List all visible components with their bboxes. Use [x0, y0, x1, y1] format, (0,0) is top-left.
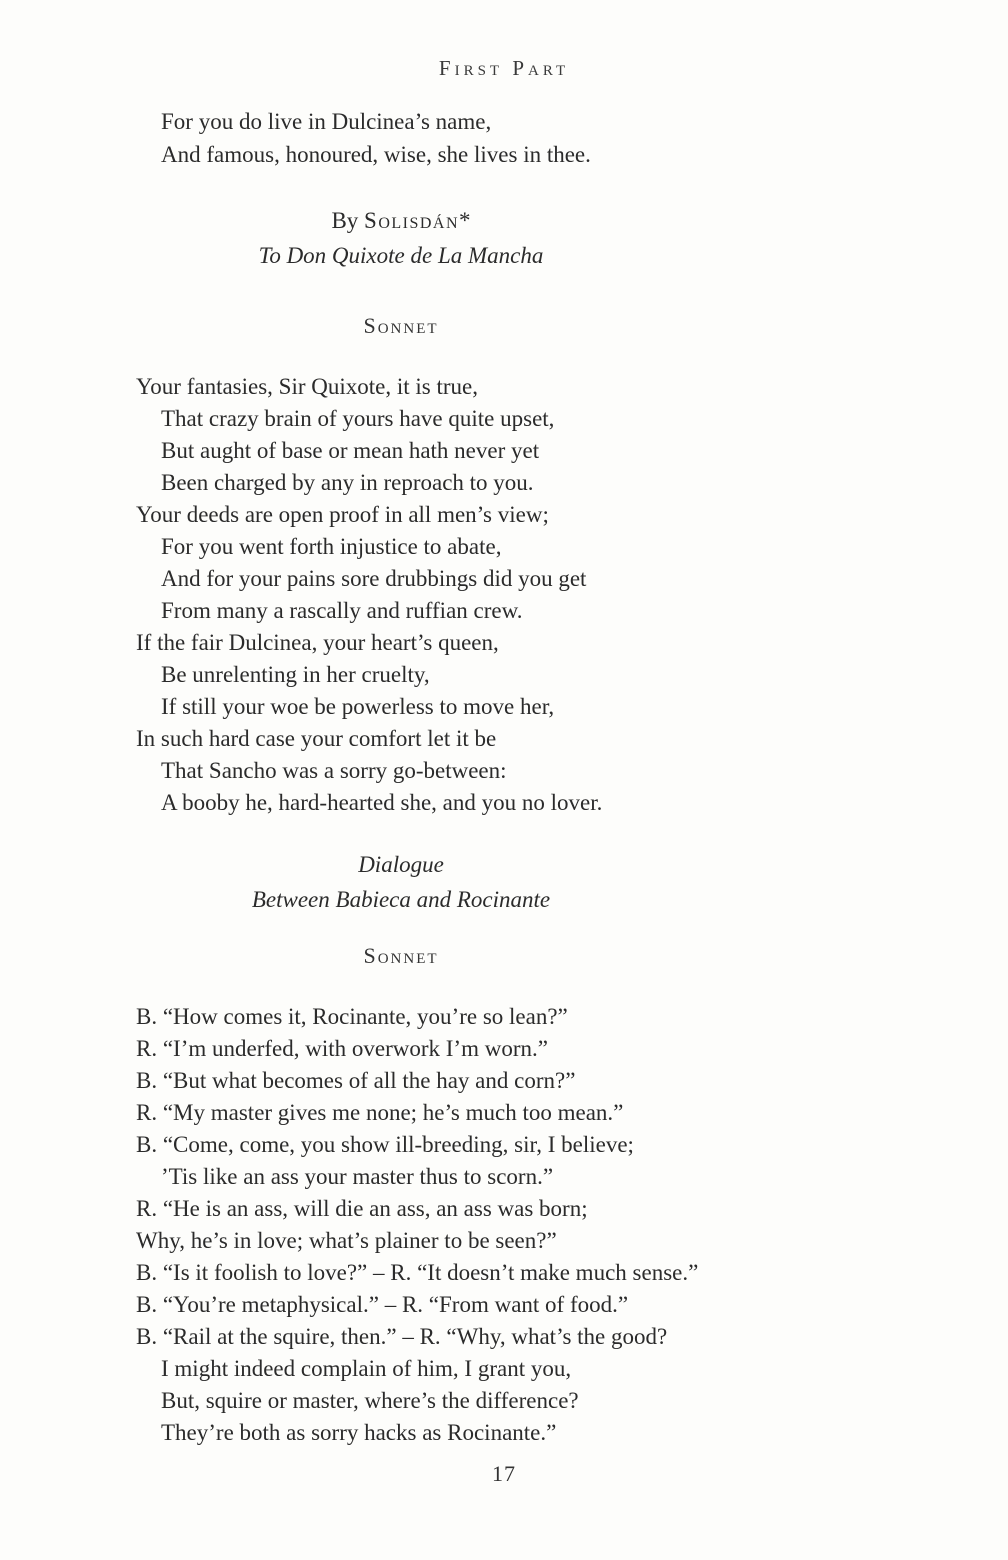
- poem-fragment: [136, 105, 1008, 171]
- verse-line: Been charged by any in reproach to you.: [161, 470, 534, 495]
- verse-line: B. “Come, come, you show ill-breeding, sir, I believe;: [136, 1132, 634, 1157]
- solisdan-sonnet-body: [136, 371, 1008, 819]
- running-head: First Part: [438, 56, 570, 80]
- verse-line: From many a rascally and ruffian crew.: [161, 598, 523, 623]
- verse-line: That Sancho was a sorry go-between:: [161, 758, 507, 783]
- verse-line: But, squire or master, where’s the difference?: [161, 1388, 579, 1413]
- verse-line: Your deeds are open proof in all men’s view;: [136, 502, 549, 527]
- page-number: 17: [492, 1461, 516, 1486]
- verse-line: If still your woe be powerless to move her,: [161, 694, 555, 719]
- verse-line: Be unrelenting in her cruelty,: [161, 662, 430, 687]
- verse-line: B. “You’re metaphysical.” – R. “From want of food.”: [136, 1292, 629, 1317]
- verse-line: R. “My master gives me none; he’s much too mean.”: [136, 1100, 624, 1125]
- verse-line: I might indeed complain of him, I grant you,: [161, 1356, 572, 1381]
- verse-line: B. “Is it foolish to love?” – R. “It doesn’t make much sense.”: [136, 1260, 699, 1285]
- verse-line: Your fantasies, Sir Quixote, it is true,: [136, 374, 479, 399]
- dialogue-sonnet-body: [136, 1001, 1008, 1449]
- form-heading-sonnet-2: Sonnet: [363, 943, 439, 968]
- byline-author: Solisdán: [364, 208, 460, 233]
- verse-line: B. “How comes it, Rocinante, you’re so lean?”: [136, 1004, 568, 1029]
- dedication: To Don Quixote de La Mancha: [258, 243, 544, 268]
- verse-line: For you do live in Dulcinea’s name,: [161, 109, 492, 134]
- verse-line: That crazy brain of yours have quite upset,: [161, 406, 555, 431]
- dialogue-sonnet-heading: [136, 847, 666, 917]
- solisdan-sonnet-heading: [136, 203, 666, 273]
- byline: [136, 203, 666, 238]
- verse-line: But aught of base or mean hath never yet: [161, 438, 540, 463]
- verse-line: They’re both as sorry hacks as Rocinante.”: [161, 1420, 557, 1445]
- verse-line: A booby he, hard-hearted she, and you no lover.: [161, 790, 603, 815]
- verse-line: B. “Rail at the squire, then.” – R. “Why, what’s the good?: [136, 1324, 668, 1349]
- dialogue-subtitle: Between Babieca and Rocinante: [251, 887, 551, 912]
- dialogue-title: Dialogue: [358, 852, 444, 877]
- byline-prefix: By: [331, 208, 365, 233]
- verse-line: R. “He is an ass, will die an ass, an ass was born;: [136, 1196, 588, 1221]
- verse-line: And famous, honoured, wise, she lives in thee.: [161, 142, 591, 167]
- form-heading-sonnet-1: Sonnet: [363, 313, 439, 338]
- verse-line: B. “But what becomes of all the hay and corn?”: [136, 1068, 576, 1093]
- verse-line: And for your pains sore drubbings did you get: [161, 566, 587, 591]
- verse-line: If the fair Dulcinea, your heart’s queen,: [136, 630, 499, 655]
- verse-line: In such hard case your comfort let it be: [136, 726, 497, 751]
- verse-line: For you went forth injustice to abate,: [161, 534, 502, 559]
- footnote-asterisk: *: [459, 208, 471, 233]
- verse-line: Why, he’s in love; what’s plainer to be seen?”: [136, 1228, 557, 1253]
- verse-line: ’Tis like an ass your master thus to scorn.”: [161, 1164, 554, 1189]
- verse-line: R. “I’m underfed, with overwork I’m worn.”: [136, 1036, 548, 1061]
